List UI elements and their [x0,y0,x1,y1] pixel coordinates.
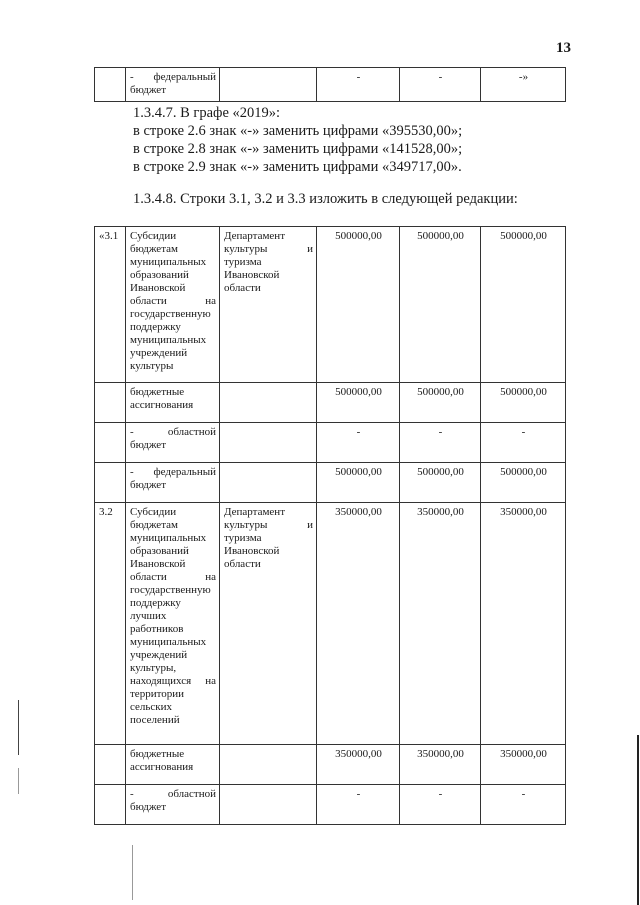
cell-line: культуры, [130,662,177,674]
cell-line: - областной [130,426,216,438]
cell-line: государственную [130,308,211,320]
dept-cell [220,745,317,785]
cell-line: бюджетные [130,386,185,398]
dept-cell [220,68,317,102]
table-row [95,745,566,785]
value-cell: - [317,785,400,825]
row-name-cell [126,227,220,383]
cell-line: культуры и [224,519,313,531]
cell-line: Ивановской [224,269,280,281]
value-cell: - [400,785,481,825]
cell-line: поддержку [130,597,181,609]
cell-line: учреждений [130,649,188,661]
row-name-cell [126,785,220,825]
previous-table-fragment [94,67,566,102]
value-cell: 500000,00 [481,463,566,503]
row-number-cell [95,785,126,825]
value-cell: - [317,423,400,463]
table-row [95,463,566,503]
cell-line: ассигнования [130,761,194,773]
paragraph-line: в строке 2.9 знак «-» заменить цифрами «349717,00». [133,159,462,175]
cell-line: бюджетам [130,243,178,255]
value-cell: 500000,00 [317,463,400,503]
cell-line: - федеральный [130,466,216,478]
dept-cell [220,785,317,825]
cell-line: культуры [130,360,174,372]
row-number-cell [95,423,126,463]
scan-edge-mark [637,735,639,905]
paragraph-1-3-4-8: 1.3.4.8. Строки 3.1, 3.2 и 3.3 изложить в следующей редакции: [133,191,518,207]
value-cell: - [400,68,481,102]
page-number: 13 [556,40,571,56]
row-number-cell: «3.1 [95,227,126,383]
cell-line: бюджет [130,439,166,451]
cell-line: ассигнования [130,399,194,411]
cell-line: поддержку [130,321,181,333]
cell-line: Департамент [224,506,286,518]
cell-line: находящихся на [130,675,216,687]
value-cell: - [317,68,400,102]
cell-line: территории [130,688,185,700]
value-cell: 500000,00 [481,227,566,383]
cell-line: туризма [224,532,262,544]
value-cell: - [481,423,566,463]
cell-line: учреждений [130,347,188,359]
value-cell: 350000,00 [481,745,566,785]
row-number-cell: 3.2 [95,503,126,745]
cell-line: бюджетные [130,748,185,760]
value-cell: 500000,00 [317,227,400,383]
cell-line: Ивановской [130,558,186,570]
row-number-cell [95,463,126,503]
row-name-cell [126,463,220,503]
cell-line: бюджет [130,801,166,813]
dept-cell [220,503,317,745]
row-name-cell [126,503,220,745]
dept-cell [220,383,317,423]
cell-line: образований [130,269,189,281]
value-cell: -» [481,68,566,102]
cell-line: области на [130,571,216,583]
value-cell: 350000,00 [317,745,400,785]
value-cell: - [481,785,566,825]
cell-line: Ивановской [130,282,186,294]
row-number-cell [95,745,126,785]
paragraph-1-3-4-7 [133,104,462,176]
scan-edge-mark [18,700,19,755]
cell-line: Департамент [224,230,286,242]
paragraph-heading: 1.3.4.7. В графе «2019»: [133,105,281,121]
cell-line: сельских [130,701,173,713]
cell-line: бюджетам [130,519,178,531]
row-name-cell [126,383,220,423]
cell-line: поселений [130,714,180,726]
row-name-cell [126,745,220,785]
cell-line: Субсидии [130,230,177,242]
cell-line: муниципальных [130,532,207,544]
cell-line: образований [130,545,189,557]
value-cell: 500000,00 [317,383,400,423]
table-row [95,785,566,825]
value-cell: - [400,423,481,463]
cell-line: Субсидии [130,506,177,518]
cell-line: области [224,558,261,570]
scan-edge-mark [18,768,19,794]
value-cell: 350000,00 [317,503,400,745]
row-name-cell: - федеральный бюджет [126,68,220,102]
cell-line: государственную [130,584,211,596]
cell-line: области на [130,295,216,307]
value-cell: 350000,00 [481,503,566,745]
dept-cell [220,227,317,383]
cell-line: работников [130,623,184,635]
cell-line: лучших [130,610,167,622]
cell-line: бюджет [130,479,166,491]
cell-line: муниципальных [130,256,207,268]
table-row [95,423,566,463]
value-cell: 500000,00 [400,383,481,423]
row-number-cell [95,383,126,423]
cell-line: туризма [224,256,262,268]
cell-line: области [224,282,261,294]
table-row [95,383,566,423]
table-row [95,503,566,745]
value-cell: 500000,00 [400,463,481,503]
table-row [95,68,566,102]
dept-cell [220,463,317,503]
dept-cell [220,423,317,463]
paragraph-line: в строке 2.8 знак «-» заменить цифрами «141528,00»; [133,141,463,157]
table-row [95,227,566,383]
cell-line: муниципальных [130,636,207,648]
value-cell: 500000,00 [400,227,481,383]
value-cell: 500000,00 [481,383,566,423]
row-name-cell [126,423,220,463]
value-cell: 350000,00 [400,745,481,785]
row-number-cell [95,68,126,102]
scan-edge-mark [132,845,133,900]
paragraph-line: в строке 2.6 знак «-» заменить цифрами «395530,00»; [133,123,463,139]
value-cell: 350000,00 [400,503,481,745]
budget-table [94,226,566,825]
cell-line: - областной [130,788,216,800]
cell-line: Ивановской [224,545,280,557]
cell-line: муниципальных [130,334,207,346]
cell-line: культуры и [224,243,313,255]
